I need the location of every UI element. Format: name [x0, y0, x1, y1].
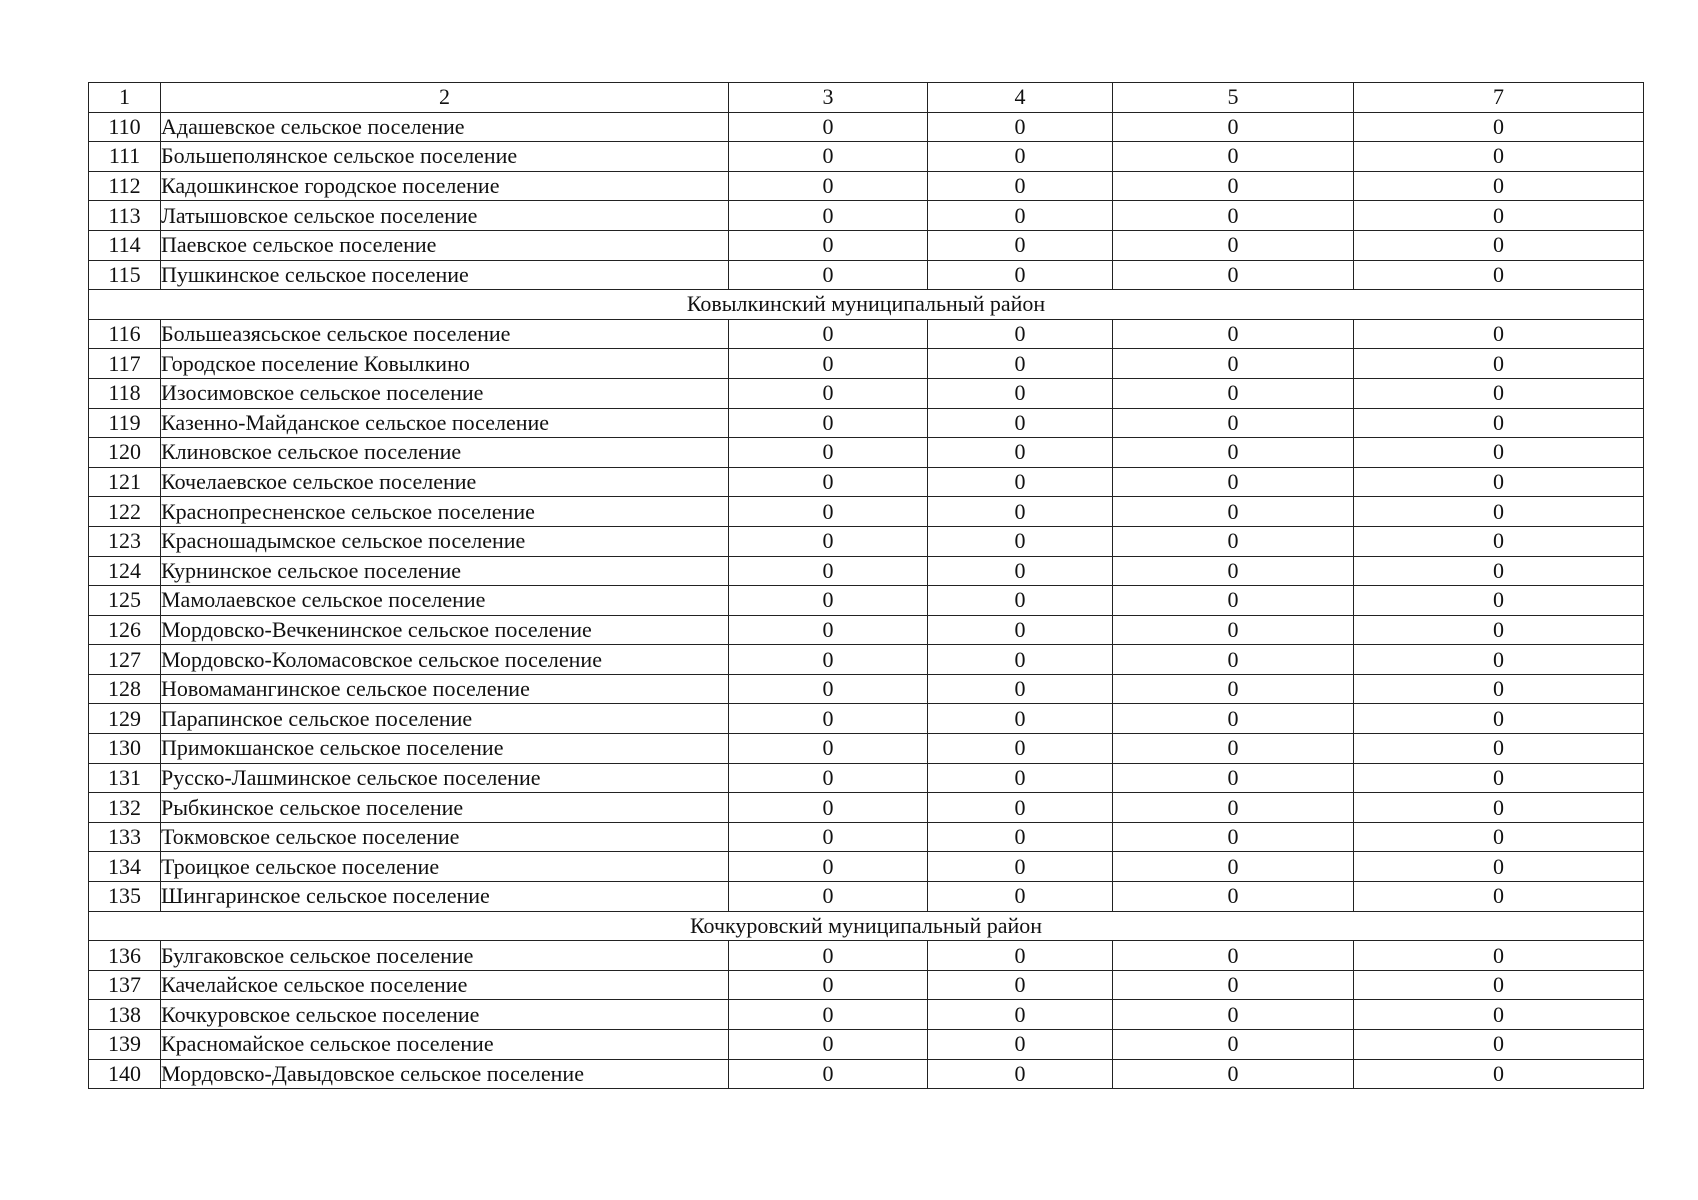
value-cell: 0 — [729, 852, 928, 882]
table-row — [89, 1000, 1644, 1030]
value-cell: 0 — [928, 438, 1113, 468]
value-cell: 0 — [928, 201, 1113, 231]
row-number: 128 — [89, 674, 161, 704]
table-header-row — [89, 83, 1644, 113]
table-row — [89, 408, 1644, 438]
value-cell: 0 — [1354, 882, 1644, 912]
value-cell: 0 — [1354, 112, 1644, 142]
column-header-1: 1 — [89, 83, 161, 113]
value-cell: 0 — [729, 704, 928, 734]
table-row — [89, 319, 1644, 349]
value-cell: 0 — [928, 230, 1113, 260]
value-cell: 0 — [1354, 674, 1644, 704]
value-cell: 0 — [928, 704, 1113, 734]
value-cell: 0 — [928, 882, 1113, 912]
table-row — [89, 822, 1644, 852]
value-cell: 0 — [729, 882, 928, 912]
value-cell: 0 — [729, 615, 928, 645]
row-number: 135 — [89, 882, 161, 912]
value-cell: 0 — [1354, 763, 1644, 793]
settlement-name: Парапинское сельское поселение — [161, 704, 729, 734]
settlement-name: Рыбкинское сельское поселение — [161, 793, 729, 823]
value-cell: 0 — [1113, 970, 1354, 1000]
table-row — [89, 349, 1644, 379]
value-cell: 0 — [1354, 852, 1644, 882]
value-cell: 0 — [729, 201, 928, 231]
value-cell: 0 — [729, 822, 928, 852]
settlement-name: Изосимовское сельское поселение — [161, 378, 729, 408]
value-cell: 0 — [928, 260, 1113, 290]
row-number: 127 — [89, 645, 161, 675]
settlement-name: Пушкинское сельское поселение — [161, 260, 729, 290]
value-cell: 0 — [729, 378, 928, 408]
value-cell: 0 — [1113, 319, 1354, 349]
row-number: 131 — [89, 763, 161, 793]
value-cell: 0 — [928, 497, 1113, 527]
value-cell: 0 — [928, 615, 1113, 645]
row-number: 113 — [89, 201, 161, 231]
table-row — [89, 970, 1644, 1000]
settlement-name: Городское поселение Ковылкино — [161, 349, 729, 379]
value-cell: 0 — [1113, 882, 1354, 912]
value-cell: 0 — [928, 852, 1113, 882]
value-cell: 0 — [1354, 171, 1644, 201]
row-number: 115 — [89, 260, 161, 290]
value-cell: 0 — [729, 556, 928, 586]
table-row — [89, 201, 1644, 231]
table-row — [89, 1059, 1644, 1089]
row-number: 134 — [89, 852, 161, 882]
row-number: 129 — [89, 704, 161, 734]
table-row — [89, 467, 1644, 497]
value-cell: 0 — [1113, 230, 1354, 260]
settlement-name: Латышовское сельское поселение — [161, 201, 729, 231]
table-row — [89, 645, 1644, 675]
settlement-name: Мордовско-Вечкенинское сельское поселение — [161, 615, 729, 645]
row-number: 121 — [89, 467, 161, 497]
settlement-name: Паевское сельское поселение — [161, 230, 729, 260]
value-cell: 0 — [1354, 793, 1644, 823]
row-number: 133 — [89, 822, 161, 852]
value-cell: 0 — [1354, 201, 1644, 231]
row-number: 139 — [89, 1030, 161, 1060]
row-number: 119 — [89, 408, 161, 438]
row-number: 140 — [89, 1059, 161, 1089]
table-row — [89, 734, 1644, 764]
value-cell: 0 — [729, 230, 928, 260]
value-cell: 0 — [1113, 497, 1354, 527]
value-cell: 0 — [729, 349, 928, 379]
value-cell: 0 — [1354, 467, 1644, 497]
table-row — [89, 763, 1644, 793]
row-number: 138 — [89, 1000, 161, 1030]
value-cell: 0 — [928, 142, 1113, 172]
settlement-name: Токмовское сельское поселение — [161, 822, 729, 852]
value-cell: 0 — [729, 319, 928, 349]
table-row — [89, 1030, 1644, 1060]
value-cell: 0 — [1113, 467, 1354, 497]
column-header-3: 3 — [729, 83, 928, 113]
settlement-name: Мордовско-Давыдовское сельское поселение — [161, 1059, 729, 1089]
value-cell: 0 — [928, 970, 1113, 1000]
value-cell: 0 — [1113, 1059, 1354, 1089]
settlement-name: Кадошкинское городское поселение — [161, 171, 729, 201]
value-cell: 0 — [928, 674, 1113, 704]
settlement-name: Русско-Лашминское сельское поселение — [161, 763, 729, 793]
value-cell: 0 — [1113, 763, 1354, 793]
settlement-name: Мамолаевское сельское поселение — [161, 586, 729, 616]
table-row — [89, 556, 1644, 586]
value-cell: 0 — [1354, 970, 1644, 1000]
row-number: 117 — [89, 349, 161, 379]
value-cell: 0 — [1354, 1059, 1644, 1089]
settlement-name: Троицкое сельское поселение — [161, 852, 729, 882]
value-cell: 0 — [928, 941, 1113, 971]
settlement-name: Кочкуровское сельское поселение — [161, 1000, 729, 1030]
row-number: 130 — [89, 734, 161, 764]
value-cell: 0 — [928, 378, 1113, 408]
value-cell: 0 — [1113, 112, 1354, 142]
table-row — [89, 497, 1644, 527]
row-number: 110 — [89, 112, 161, 142]
table-row — [89, 230, 1644, 260]
settlement-name: Шингаринское сельское поселение — [161, 882, 729, 912]
settlement-name: Примокшанское сельское поселение — [161, 734, 729, 764]
value-cell: 0 — [729, 1000, 928, 1030]
value-cell: 0 — [1113, 586, 1354, 616]
settlement-name: Краснопресненское сельское поселение — [161, 497, 729, 527]
value-cell: 0 — [1354, 704, 1644, 734]
value-cell: 0 — [729, 734, 928, 764]
settlement-name: Казенно-Майданское сельское поселение — [161, 408, 729, 438]
value-cell: 0 — [928, 556, 1113, 586]
value-cell: 0 — [928, 734, 1113, 764]
row-number: 126 — [89, 615, 161, 645]
settlement-name: Мордовско-Коломасовское сельское поселение — [161, 645, 729, 675]
value-cell: 0 — [729, 941, 928, 971]
value-cell: 0 — [1354, 438, 1644, 468]
table-row — [89, 793, 1644, 823]
table-row — [89, 615, 1644, 645]
table-row — [89, 674, 1644, 704]
value-cell: 0 — [1113, 1000, 1354, 1030]
table-row — [89, 112, 1644, 142]
value-cell: 0 — [928, 408, 1113, 438]
row-number: 112 — [89, 171, 161, 201]
value-cell: 0 — [729, 1030, 928, 1060]
row-number: 114 — [89, 230, 161, 260]
value-cell: 0 — [729, 793, 928, 823]
row-number: 125 — [89, 586, 161, 616]
settlement-name: Кочелаевское сельское поселение — [161, 467, 729, 497]
section-row — [89, 911, 1644, 941]
value-cell: 0 — [928, 1059, 1113, 1089]
value-cell: 0 — [928, 822, 1113, 852]
value-cell: 0 — [729, 112, 928, 142]
value-cell: 0 — [729, 763, 928, 793]
value-cell: 0 — [1113, 526, 1354, 556]
row-number: 116 — [89, 319, 161, 349]
value-cell: 0 — [928, 319, 1113, 349]
settlement-name: Курнинское сельское поселение — [161, 556, 729, 586]
value-cell: 0 — [1113, 822, 1354, 852]
column-header-4: 4 — [928, 83, 1113, 113]
table-row — [89, 941, 1644, 971]
value-cell: 0 — [1354, 556, 1644, 586]
section-row — [89, 290, 1644, 320]
row-number: 124 — [89, 556, 161, 586]
value-cell: 0 — [1113, 941, 1354, 971]
value-cell: 0 — [1113, 645, 1354, 675]
value-cell: 0 — [928, 1000, 1113, 1030]
value-cell: 0 — [729, 260, 928, 290]
value-cell: 0 — [1113, 734, 1354, 764]
value-cell: 0 — [729, 1059, 928, 1089]
table-row — [89, 882, 1644, 912]
value-cell: 0 — [1113, 438, 1354, 468]
row-number: 122 — [89, 497, 161, 527]
column-header-7: 7 — [1354, 83, 1644, 113]
document-page — [88, 82, 1643, 1089]
value-cell: 0 — [729, 645, 928, 675]
value-cell: 0 — [1354, 822, 1644, 852]
value-cell: 0 — [1354, 526, 1644, 556]
value-cell: 0 — [1354, 349, 1644, 379]
row-number: 120 — [89, 438, 161, 468]
column-header-2: 2 — [161, 83, 729, 113]
value-cell: 0 — [928, 763, 1113, 793]
value-cell: 0 — [1354, 586, 1644, 616]
value-cell: 0 — [1113, 615, 1354, 645]
table-body — [89, 83, 1644, 1089]
value-cell: 0 — [928, 171, 1113, 201]
table-row — [89, 852, 1644, 882]
column-header-5: 5 — [1113, 83, 1354, 113]
value-cell: 0 — [1113, 793, 1354, 823]
settlements-table — [88, 82, 1644, 1089]
value-cell: 0 — [729, 586, 928, 616]
value-cell: 0 — [928, 526, 1113, 556]
value-cell: 0 — [1354, 734, 1644, 764]
value-cell: 0 — [928, 586, 1113, 616]
table-row — [89, 704, 1644, 734]
value-cell: 0 — [1113, 704, 1354, 734]
settlement-name: Булгаковское сельское поселение — [161, 941, 729, 971]
value-cell: 0 — [1113, 852, 1354, 882]
value-cell: 0 — [1113, 674, 1354, 704]
value-cell: 0 — [1354, 1030, 1644, 1060]
table-row — [89, 526, 1644, 556]
value-cell: 0 — [928, 645, 1113, 675]
value-cell: 0 — [928, 1030, 1113, 1060]
value-cell: 0 — [928, 112, 1113, 142]
value-cell: 0 — [928, 793, 1113, 823]
settlement-name: Красношадымское сельское поселение — [161, 526, 729, 556]
value-cell: 0 — [1354, 319, 1644, 349]
value-cell: 0 — [1113, 142, 1354, 172]
value-cell: 0 — [1354, 645, 1644, 675]
value-cell: 0 — [1354, 142, 1644, 172]
value-cell: 0 — [1113, 556, 1354, 586]
value-cell: 0 — [1354, 941, 1644, 971]
section-title: Кочкуровский муниципальный район — [89, 911, 1644, 941]
table-row — [89, 378, 1644, 408]
table-row — [89, 142, 1644, 172]
value-cell: 0 — [1113, 349, 1354, 379]
value-cell: 0 — [729, 674, 928, 704]
settlement-name: Большеазясьское сельское поселение — [161, 319, 729, 349]
value-cell: 0 — [1113, 408, 1354, 438]
value-cell: 0 — [1113, 171, 1354, 201]
settlement-name: Новомамангинское сельское поселение — [161, 674, 729, 704]
value-cell: 0 — [1354, 1000, 1644, 1030]
table-row — [89, 586, 1644, 616]
value-cell: 0 — [729, 970, 928, 1000]
value-cell: 0 — [1354, 615, 1644, 645]
row-number: 132 — [89, 793, 161, 823]
settlement-name: Большеполянское сельское поселение — [161, 142, 729, 172]
value-cell: 0 — [729, 438, 928, 468]
value-cell: 0 — [729, 497, 928, 527]
value-cell: 0 — [1113, 201, 1354, 231]
settlement-name: Адашевское сельское поселение — [161, 112, 729, 142]
settlement-name: Красномайское сельское поселение — [161, 1030, 729, 1060]
section-title: Ковылкинский муниципальный район — [89, 290, 1644, 320]
value-cell: 0 — [729, 142, 928, 172]
row-number: 118 — [89, 378, 161, 408]
value-cell: 0 — [729, 171, 928, 201]
value-cell: 0 — [729, 467, 928, 497]
value-cell: 0 — [1354, 408, 1644, 438]
row-number: 111 — [89, 142, 161, 172]
table-row — [89, 438, 1644, 468]
value-cell: 0 — [1113, 260, 1354, 290]
value-cell: 0 — [729, 408, 928, 438]
settlement-name: Качелайское сельское поселение — [161, 970, 729, 1000]
value-cell: 0 — [928, 349, 1113, 379]
value-cell: 0 — [1354, 378, 1644, 408]
value-cell: 0 — [1113, 378, 1354, 408]
table-row — [89, 171, 1644, 201]
row-number: 123 — [89, 526, 161, 556]
value-cell: 0 — [928, 467, 1113, 497]
value-cell: 0 — [1354, 497, 1644, 527]
row-number: 136 — [89, 941, 161, 971]
value-cell: 0 — [1354, 260, 1644, 290]
settlement-name: Клиновское сельское поселение — [161, 438, 729, 468]
value-cell: 0 — [1113, 1030, 1354, 1060]
row-number: 137 — [89, 970, 161, 1000]
table-row — [89, 260, 1644, 290]
value-cell: 0 — [1354, 230, 1644, 260]
value-cell: 0 — [729, 526, 928, 556]
